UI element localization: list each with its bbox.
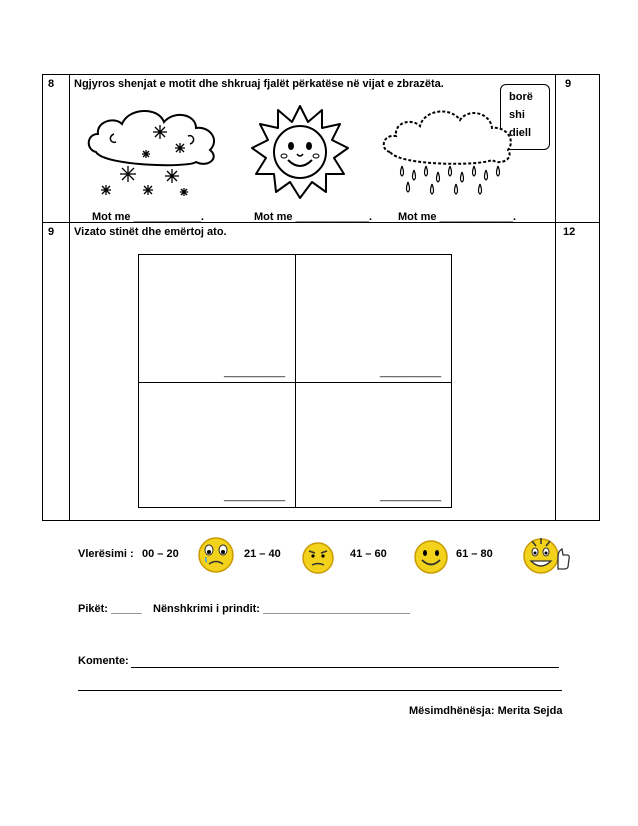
word-bank-item: shi [509,109,525,121]
table-bottom-border [42,520,600,521]
comments-line[interactable] [131,667,559,668]
grade-range: 41 – 60 [350,548,387,560]
comments-line[interactable] [78,690,562,691]
season-name-blank[interactable]: __________ [380,366,442,378]
instruction-text: Vizato stinët dhe emërtoj ato. [74,226,227,238]
points-value: 9 [565,78,572,90]
row-number: 8 [48,78,55,90]
season-name-blank[interactable]: __________ [224,366,286,378]
instruction-text: Ngjyros shenjat e motit dhe shkruaj fjalët përkatëse në vijat e zbrazëta. [74,78,444,90]
sun-icon [250,104,350,200]
snow-cloud-icon [84,104,234,200]
neutral-face-icon [300,540,336,576]
parent-signature-field[interactable]: Nënshkrimi i prindit: ________________________ [153,603,410,615]
number-column-divider [69,74,70,521]
points-value: 12 [563,226,576,238]
grade-range: 00 – 20 [142,548,179,560]
season-name-blank[interactable]: __________ [380,490,442,502]
answer-line-rain: Mot me ____________. [398,211,517,223]
comments-label: Komente: [78,655,129,667]
answer-line-sun: Mot me ____________. [254,211,373,223]
word-bank-item: borë [509,91,533,103]
grid-horizontal-divider [138,382,452,383]
grade-range: 61 – 80 [456,548,493,560]
table-left-border [42,74,43,521]
table-top-border [42,74,600,75]
word-bank-item: diell [509,127,532,139]
points-field[interactable]: Pikët: _____ [78,603,142,615]
teacher-name: Mësimdhënësja: Merita Sejda [409,705,563,717]
table-right-border [599,74,600,521]
grid-vertical-divider [295,254,296,508]
row-number: 9 [48,226,55,238]
grade-range: 21 – 40 [244,548,281,560]
grading-label: Vlerësimi : [78,548,134,560]
season-name-blank[interactable]: __________ [224,490,286,502]
smile-face-icon [412,538,450,576]
points-column-divider [555,74,556,521]
rain-cloud-icon [380,100,520,200]
sad-face-icon [196,535,236,575]
thumbs-up-face-icon [520,533,570,577]
answer-line-snow: Mot me ___________. [92,211,204,223]
